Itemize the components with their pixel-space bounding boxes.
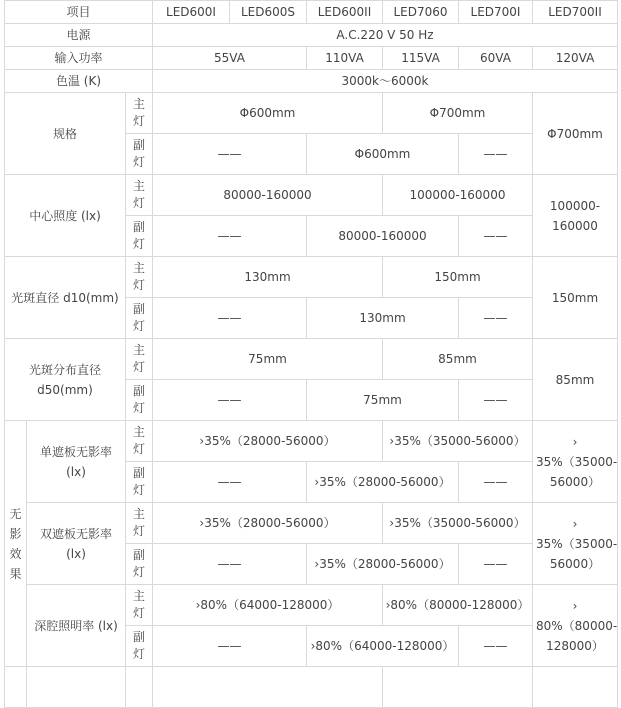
- input-power-row: [5, 47, 618, 70]
- cell-value: 80000-160000: [153, 175, 383, 216]
- main-lamp-row: [5, 585, 618, 626]
- cell-value: ›35%（35000-56000）: [383, 421, 533, 462]
- model-header: LED600II: [307, 1, 383, 24]
- cell-value: A.C.220 V 50 Hz: [153, 24, 618, 47]
- partial-row: [5, 667, 618, 708]
- power-source-row: [5, 24, 618, 47]
- cell-value: ›35%（35000-56000）: [383, 503, 533, 544]
- cell-value: › 35%（35000-56000）: [533, 421, 618, 503]
- cell-value: 55VA: [153, 47, 307, 70]
- row-label: 双遮板无影率 (lx): [27, 503, 126, 585]
- empty-dash: ——: [459, 380, 533, 421]
- cell-value: 130mm: [307, 298, 459, 339]
- row-label: 电源: [5, 24, 153, 47]
- cell-value: › 80%（80000-128000）: [533, 585, 618, 667]
- empty-dash: ——: [153, 216, 307, 257]
- model-header: LED7060: [383, 1, 459, 24]
- empty-dash: ——: [459, 462, 533, 503]
- cell-value: Φ600mm: [153, 93, 383, 134]
- cell-value: 130mm: [153, 257, 383, 298]
- model-header: LED700I: [459, 1, 533, 24]
- cell-value: ›80%（80000-128000）: [383, 585, 533, 626]
- empty-dash: ——: [459, 216, 533, 257]
- lamp-label-aux: 副灯: [126, 626, 153, 667]
- cell-value: 85mm: [533, 339, 618, 421]
- main-lamp-row: [5, 503, 618, 544]
- row-label: 光斑直径 d10(mm): [5, 257, 126, 339]
- lamp-label-main: 主灯: [126, 503, 153, 544]
- cell-value: 150mm: [383, 257, 533, 298]
- cell-value: ›80%（64000-128000）: [307, 626, 459, 667]
- main-lamp-row: [5, 339, 618, 380]
- lamp-label-main: 主灯: [126, 421, 153, 462]
- lamp-label-aux: 副灯: [126, 298, 153, 339]
- empty-dash: ——: [459, 134, 533, 175]
- cell-value: 80000-160000: [307, 216, 459, 257]
- empty-dash: ——: [459, 626, 533, 667]
- empty-dash: ——: [153, 462, 307, 503]
- main-lamp-row: [5, 93, 618, 134]
- lamp-label-aux: 副灯: [126, 380, 153, 421]
- lamp-label-main: 主灯: [126, 257, 153, 298]
- lamp-label-main: 主灯: [126, 339, 153, 380]
- model-header: LED700II: [533, 1, 618, 24]
- cell-value: 60VA: [459, 47, 533, 70]
- empty-dash: ——: [153, 380, 307, 421]
- row-label: 单遮板无影率 (lx): [27, 421, 126, 503]
- cell-value: ›35%（28000-56000）: [153, 421, 383, 462]
- main-lamp-row: [5, 175, 618, 216]
- cell-value: 100000-160000: [383, 175, 533, 216]
- empty-dash: ——: [153, 544, 307, 585]
- header-label: 项目: [5, 1, 153, 24]
- cell-value: 150mm: [533, 257, 618, 339]
- lamp-label-main: 主灯: [126, 585, 153, 626]
- cell-value: 75mm: [307, 380, 459, 421]
- model-header: LED600S: [230, 1, 307, 24]
- row-label: 中心照度 (lx): [5, 175, 126, 257]
- lamp-label-aux: 副灯: [126, 134, 153, 175]
- model-header: LED600I: [153, 1, 230, 24]
- row-label: 输入功率: [5, 47, 153, 70]
- cell-value: ›80%（64000-128000）: [153, 585, 383, 626]
- row-label: 深腔照明率 (lx): [27, 585, 126, 667]
- group-label: 无影效果: [5, 421, 27, 667]
- lamp-label-main: 主灯: [126, 175, 153, 216]
- cell-value: 110VA: [307, 47, 383, 70]
- cell-value: ›35%（28000-56000）: [307, 462, 459, 503]
- cell-value: 75mm: [153, 339, 383, 380]
- row-label: 色温 (K): [5, 70, 153, 93]
- lamp-label-main: 主灯: [126, 93, 153, 134]
- empty-dash: ——: [459, 544, 533, 585]
- empty-dash: ——: [153, 626, 307, 667]
- color-temp-row: [5, 70, 618, 93]
- lamp-label-aux: 副灯: [126, 544, 153, 585]
- lamp-label-aux: 副灯: [126, 462, 153, 503]
- main-lamp-row: [5, 421, 618, 462]
- spec-table: [4, 0, 618, 708]
- cell-value: 115VA: [383, 47, 459, 70]
- lamp-label-aux: 副灯: [126, 216, 153, 257]
- cell-value: › 35%（35000-56000）: [533, 503, 618, 585]
- cell-value: ›35%（28000-56000）: [153, 503, 383, 544]
- row-label: 规格: [5, 93, 126, 175]
- empty-dash: ——: [153, 298, 307, 339]
- cell-value: 100000-160000: [533, 175, 618, 257]
- row-label: 光斑分布直径 d50(mm): [5, 339, 126, 421]
- cell-value: 120VA: [533, 47, 618, 70]
- cell-value: Φ700mm: [533, 93, 618, 175]
- cell-value: Φ600mm: [307, 134, 459, 175]
- empty-dash: ——: [459, 298, 533, 339]
- cell-value: 3000k～6000k: [153, 70, 618, 93]
- cell-value: Φ700mm: [383, 93, 533, 134]
- header-row: [5, 1, 618, 24]
- cell-value: 85mm: [383, 339, 533, 380]
- main-lamp-row: [5, 257, 618, 298]
- cell-value: ›35%（28000-56000）: [307, 544, 459, 585]
- empty-dash: ——: [153, 134, 307, 175]
